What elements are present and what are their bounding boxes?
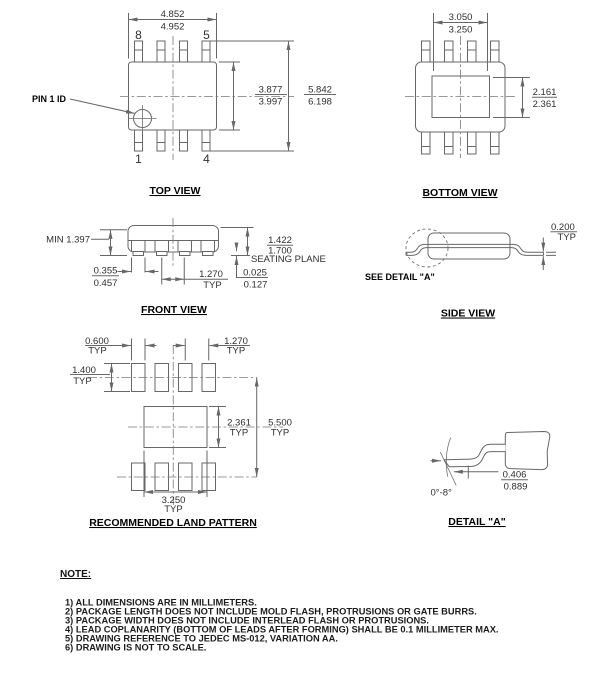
dim-standoff-max: 0.127 [243, 279, 268, 291]
dim-width-min: 4.852 [160, 9, 185, 20]
dim-height-min: MIN 1.397 [46, 234, 90, 246]
pin1-id-label: PIN 1 ID [31, 94, 66, 104]
front-view [46, 218, 326, 316]
dim-pad-width: 0.600 [85, 336, 109, 347]
dim-center-height: 2.361 [227, 417, 251, 429]
land-pattern [70, 336, 292, 529]
pin-number-4: 4 [203, 152, 210, 166]
note-item: 3) PACKAGE WIDTH DOES NOT INCLUDE INTERLEAD FLASH OR PROTRUSIONS. [65, 615, 429, 626]
pin [157, 41, 165, 62]
body-fragment [505, 432, 549, 470]
dim-lead-width-max: 0.457 [93, 278, 118, 289]
pin [180, 41, 188, 62]
seating-plane-label: SEATING PLANE [251, 254, 326, 265]
dim-overall: 5.500 [268, 417, 292, 429]
pin [468, 41, 477, 62]
dim-pad-length-max: 2.361 [532, 99, 557, 110]
land-pattern-title: RECOMMENDED LAND PATTERN [89, 517, 257, 529]
front-view-title: FRONT VIEW [141, 304, 207, 316]
pin [491, 132, 500, 154]
bottom-view [405, 12, 557, 199]
dim-width-max: 4.952 [160, 21, 185, 33]
pin [422, 132, 431, 154]
dim-center-width: 3.250 [161, 495, 186, 506]
dim-pad-width-typ: TYP [88, 345, 107, 357]
pin [445, 41, 454, 62]
pin [202, 130, 210, 151]
pin-number-5: 5 [203, 28, 210, 42]
dim-pitch: 1.270 [199, 269, 223, 280]
detail-a-title: DETAIL "A" [448, 516, 506, 528]
see-detail-a-label: SEE DETAIL "A" [365, 272, 435, 282]
dim-pitch: 1.270 [224, 336, 248, 347]
dim-pitch-typ: TYP [203, 280, 222, 291]
package-body [428, 233, 510, 259]
dim-overall-max: 6.198 [308, 96, 332, 108]
dim-pad-width-min: 3.050 [448, 12, 473, 23]
lead-angle: 0°-8° [430, 487, 452, 499]
dim-foot-min: 0.406 [502, 469, 527, 481]
note-item: 1) ALL DIMENSIONS ARE IN MILLIMETERS. [65, 597, 257, 608]
dim-pad-height: 1.400 [72, 365, 96, 376]
dim-overall-min: 5.842 [308, 84, 332, 96]
dim-foot-max: 0.889 [503, 481, 528, 493]
top-view [32, 9, 336, 197]
dim-pad-width-max: 3.250 [448, 24, 473, 36]
pin [445, 132, 454, 154]
detail-a [431, 432, 550, 529]
dim-pitch-typ: TYP [226, 345, 246, 357]
dim-lead-thickness-typ: TYP [557, 232, 576, 243]
pin [491, 41, 500, 62]
pin [135, 130, 143, 151]
pin [468, 132, 477, 154]
bottom-view-title: BOTTOM VIEW [422, 187, 498, 199]
dim-pad-length-min: 2.161 [532, 87, 557, 98]
pin-number-1: 1 [135, 152, 142, 166]
dim-lead-thickness: 0.200 [551, 222, 575, 233]
dim-profile-max: 1.700 [268, 245, 292, 257]
pin [202, 41, 210, 62]
dim-body-length-max: 3.997 [258, 96, 283, 108]
note-item: 2) PACKAGE LENGTH DOES NOT INCLUDE MOLD FLASH, PROTRUSIONS OR GATE BURRS. [65, 606, 477, 617]
note-item: 4) LEAD COPLANARITY (BOTTOM OF LEADS AFTER FORMING) SHALL BE 0.1 MILLIMETER MAX. [65, 624, 499, 635]
dim-profile-min: 1.422 [268, 235, 292, 246]
dim-center-height-typ: TYP [229, 427, 249, 439]
pin [422, 41, 431, 62]
side-view [365, 222, 577, 320]
pin [157, 130, 165, 151]
note-item: 5) DRAWING REFERENCE TO JEDEC MS-012, VARIATION AA. [65, 633, 338, 644]
package-body [129, 62, 217, 130]
notes-section [60, 569, 499, 653]
dim-center-width-typ: TYP [164, 504, 183, 515]
side-view-title: SIDE VIEW [440, 307, 496, 320]
lead-profile [444, 444, 506, 466]
note-item: 6) DRAWING IS NOT TO SCALE. [65, 642, 207, 653]
dim-body-length-min: 3.877 [258, 84, 283, 96]
dim-overall-typ: TYP [270, 427, 290, 439]
top-view-title: TOP VIEW [149, 185, 201, 197]
pin [180, 130, 188, 151]
dim-standoff-min: 0.025 [243, 267, 267, 279]
pin-number-8: 8 [135, 28, 142, 42]
pin [135, 41, 143, 62]
dim-lead-width-min: 0.355 [93, 265, 118, 277]
notes-heading: NOTE: [60, 569, 92, 580]
dim-pad-height-typ: TYP [73, 376, 92, 387]
